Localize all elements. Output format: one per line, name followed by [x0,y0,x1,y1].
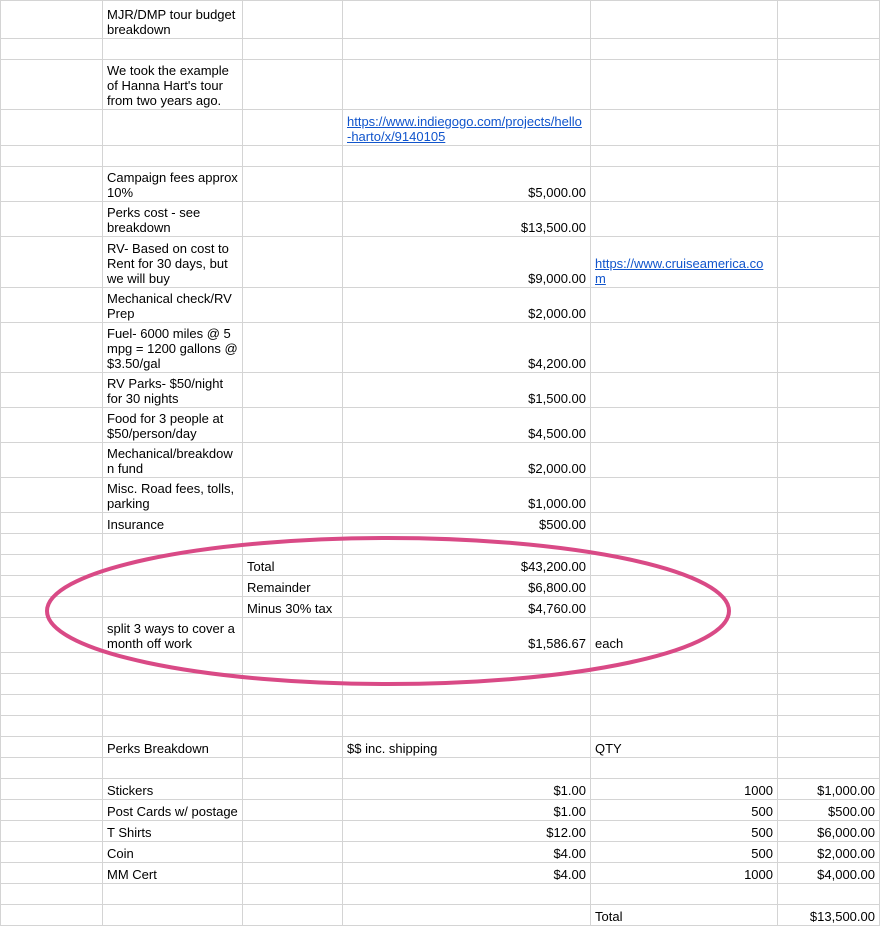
cell[interactable] [243,202,343,237]
cell[interactable] [778,653,880,674]
perk-qty[interactable]: 500 [591,842,778,863]
cell[interactable] [103,110,243,146]
perk-price[interactable]: $4.00 [343,863,591,884]
cell[interactable] [343,39,591,60]
cell[interactable] [1,842,103,863]
cell[interactable] [243,167,343,202]
summary-tax-value[interactable]: $4,760.00 [343,597,591,618]
cell[interactable] [591,39,778,60]
cell[interactable] [778,534,880,555]
cell[interactable] [1,202,103,237]
cell[interactable] [243,618,343,653]
cell[interactable] [103,146,243,167]
cell[interactable] [343,884,591,905]
cell[interactable] [591,60,778,110]
cell[interactable] [778,597,880,618]
perk-price[interactable]: $1.00 [343,779,591,800]
cell[interactable] [1,905,103,926]
perk-total[interactable]: $2,000.00 [778,842,880,863]
cell[interactable] [591,555,778,576]
cell[interactable] [591,202,778,237]
cell[interactable] [1,513,103,534]
summary-remainder-value[interactable]: $6,800.00 [343,576,591,597]
cell[interactable] [591,146,778,167]
expense-label[interactable]: Misc. Road fees, tolls, parking [103,478,243,513]
cell[interactable] [243,821,343,842]
perks-qty-header[interactable]: QTY [591,737,778,758]
cell[interactable] [1,146,103,167]
cell[interactable] [778,674,880,695]
cell[interactable] [243,653,343,674]
perk-total[interactable]: $4,000.00 [778,863,880,884]
cell[interactable] [778,695,880,716]
cell[interactable] [591,674,778,695]
cell[interactable] [591,597,778,618]
perk-name[interactable]: MM Cert [103,863,243,884]
cell[interactable] [591,323,778,373]
expense-label[interactable]: Insurance [103,513,243,534]
cell[interactable] [1,716,103,737]
cell[interactable] [1,39,103,60]
expense-label[interactable]: Fuel- 6000 miles @ 5 mpg = 1200 gallons @ $3.50/gal [103,323,243,373]
expense-label[interactable]: Mechanical check/RV Prep [103,288,243,323]
cell[interactable] [343,653,591,674]
cell[interactable] [591,884,778,905]
cell[interactable] [591,695,778,716]
expense-amount[interactable]: $13,500.00 [343,202,591,237]
cell[interactable] [591,110,778,146]
expense-amount[interactable]: $4,200.00 [343,323,591,373]
cell[interactable] [778,146,880,167]
summary-tax-label[interactable]: Minus 30% tax [243,597,343,618]
cell[interactable] [591,408,778,443]
cell[interactable] [778,716,880,737]
cell[interactable] [243,288,343,323]
cell[interactable] [1,167,103,202]
cell[interactable] [243,110,343,146]
sheet-title[interactable]: MJR/DMP tour budget breakdown [103,1,243,39]
cell[interactable] [243,863,343,884]
perk-price[interactable]: $1.00 [343,800,591,821]
perk-total[interactable]: $6,000.00 [778,821,880,842]
cell[interactable] [778,373,880,408]
cell[interactable] [103,39,243,60]
cell[interactable] [591,653,778,674]
cell[interactable] [1,618,103,653]
cell[interactable] [243,758,343,779]
cell[interactable] [591,373,778,408]
cell[interactable] [103,905,243,926]
cell[interactable] [778,39,880,60]
perks-total-label[interactable]: Total [591,905,778,926]
cell[interactable] [1,576,103,597]
cell[interactable] [343,716,591,737]
expense-label[interactable]: Campaign fees approx 10% [103,167,243,202]
cell[interactable] [243,146,343,167]
cell[interactable] [243,408,343,443]
cell[interactable] [343,695,591,716]
cell[interactable] [103,597,243,618]
cell[interactable] [591,716,778,737]
perk-qty[interactable]: 500 [591,800,778,821]
cell[interactable] [591,478,778,513]
expense-amount[interactable]: $500.00 [343,513,591,534]
cell[interactable] [243,443,343,478]
cell[interactable] [343,905,591,926]
expense-label[interactable]: Perks cost - see breakdown [103,202,243,237]
summary-split-value[interactable]: $1,586.67 [343,618,591,653]
perks-price-header[interactable]: $$ inc. shipping [343,737,591,758]
cell[interactable] [1,555,103,576]
cell[interactable] [591,167,778,202]
perk-qty[interactable]: 1000 [591,863,778,884]
cell[interactable] [591,513,778,534]
cell[interactable] [591,288,778,323]
cell[interactable] [243,1,343,39]
cell[interactable] [103,653,243,674]
cell[interactable] [1,597,103,618]
rv-rental-link[interactable]: https://www.cruiseamerica.com [591,237,778,288]
cell[interactable] [778,443,880,478]
cell[interactable] [778,60,880,110]
cell[interactable] [243,513,343,534]
cell[interactable] [243,695,343,716]
cell[interactable] [103,884,243,905]
cell[interactable] [1,373,103,408]
cell[interactable] [1,60,103,110]
expense-amount[interactable]: $9,000.00 [343,237,591,288]
cell[interactable] [778,737,880,758]
cell[interactable] [591,443,778,478]
cell[interactable] [343,146,591,167]
cell[interactable] [778,288,880,323]
expense-amount[interactable]: $4,500.00 [343,408,591,443]
cell[interactable] [1,534,103,555]
cell[interactable] [103,695,243,716]
cell[interactable] [1,821,103,842]
cell[interactable] [778,167,880,202]
cell[interactable] [778,408,880,443]
perk-name[interactable]: Post Cards w/ postage [103,800,243,821]
cell[interactable] [591,576,778,597]
intro-text[interactable]: We took the example of Hanna Hart's tour from two years ago. [103,60,243,110]
expense-amount[interactable]: $5,000.00 [343,167,591,202]
cell[interactable] [1,288,103,323]
perk-qty[interactable]: 500 [591,821,778,842]
summary-remainder-label[interactable]: Remainder [243,576,343,597]
cell[interactable] [343,60,591,110]
cell[interactable] [1,323,103,373]
perks-total-value[interactable]: $13,500.00 [778,905,880,926]
cell[interactable] [1,443,103,478]
expense-label[interactable]: Food for 3 people at $50/person/day [103,408,243,443]
cell[interactable] [1,695,103,716]
cell[interactable] [1,758,103,779]
cell[interactable] [103,555,243,576]
perk-name[interactable]: Coin [103,842,243,863]
cell[interactable] [243,716,343,737]
cell[interactable] [1,110,103,146]
perk-price[interactable]: $12.00 [343,821,591,842]
cell[interactable] [1,653,103,674]
cell[interactable] [243,237,343,288]
cell[interactable] [243,373,343,408]
cell[interactable] [243,884,343,905]
cell[interactable] [243,737,343,758]
cell[interactable] [343,674,591,695]
cell[interactable] [778,884,880,905]
cell[interactable] [243,905,343,926]
summary-total-value[interactable]: $43,200.00 [343,555,591,576]
cell[interactable] [343,758,591,779]
cell[interactable] [1,800,103,821]
cell[interactable] [778,202,880,237]
cell[interactable] [243,39,343,60]
cell[interactable] [103,716,243,737]
cell[interactable] [103,534,243,555]
perks-heading[interactable]: Perks Breakdown [103,737,243,758]
perk-name[interactable]: T Shirts [103,821,243,842]
cell[interactable] [1,737,103,758]
cell[interactable] [1,478,103,513]
cell[interactable] [778,758,880,779]
expense-amount[interactable]: $2,000.00 [343,288,591,323]
summary-split-label[interactable]: split 3 ways to cover a month off work [103,618,243,653]
cell[interactable] [1,779,103,800]
perk-total[interactable]: $1,000.00 [778,779,880,800]
cell[interactable] [778,576,880,597]
cell[interactable] [778,1,880,39]
summary-total-label[interactable]: Total [243,555,343,576]
expense-amount[interactable]: $2,000.00 [343,443,591,478]
cell[interactable] [103,758,243,779]
cell[interactable] [243,478,343,513]
expense-label[interactable]: RV Parks- $50/night for 30 nights [103,373,243,408]
cell[interactable] [243,800,343,821]
summary-split-unit[interactable]: each [591,618,778,653]
cell[interactable] [103,674,243,695]
expense-amount[interactable]: $1,500.00 [343,373,591,408]
cell[interactable] [591,534,778,555]
cell[interactable] [1,884,103,905]
cell[interactable] [1,237,103,288]
perk-qty[interactable]: 1000 [591,779,778,800]
cell[interactable] [778,513,880,534]
cell[interactable] [1,408,103,443]
expense-label[interactable]: RV- Based on cost to Rent for 30 days, but we will buy [103,237,243,288]
cell[interactable] [591,758,778,779]
cell[interactable] [1,863,103,884]
cell[interactable] [778,555,880,576]
cell[interactable] [243,779,343,800]
cell[interactable] [343,1,591,39]
cell[interactable] [1,674,103,695]
expense-label[interactable]: Mechanical/breakdown fund [103,443,243,478]
cell[interactable] [778,110,880,146]
cell[interactable] [778,237,880,288]
perk-name[interactable]: Stickers [103,779,243,800]
cell[interactable] [778,618,880,653]
cell[interactable] [778,323,880,373]
expense-amount[interactable]: $1,000.00 [343,478,591,513]
cell[interactable] [243,842,343,863]
campaign-link[interactable]: https://www.indiegogo.com/projects/hello-harto/x/9140105 [343,110,591,146]
cell[interactable] [103,576,243,597]
cell[interactable] [243,323,343,373]
cell[interactable] [343,534,591,555]
perk-total[interactable]: $500.00 [778,800,880,821]
cell[interactable] [243,534,343,555]
perk-price[interactable]: $4.00 [343,842,591,863]
cell[interactable] [243,674,343,695]
cell[interactable] [778,478,880,513]
cell[interactable] [1,1,103,39]
cell[interactable] [243,60,343,110]
cell[interactable] [591,1,778,39]
